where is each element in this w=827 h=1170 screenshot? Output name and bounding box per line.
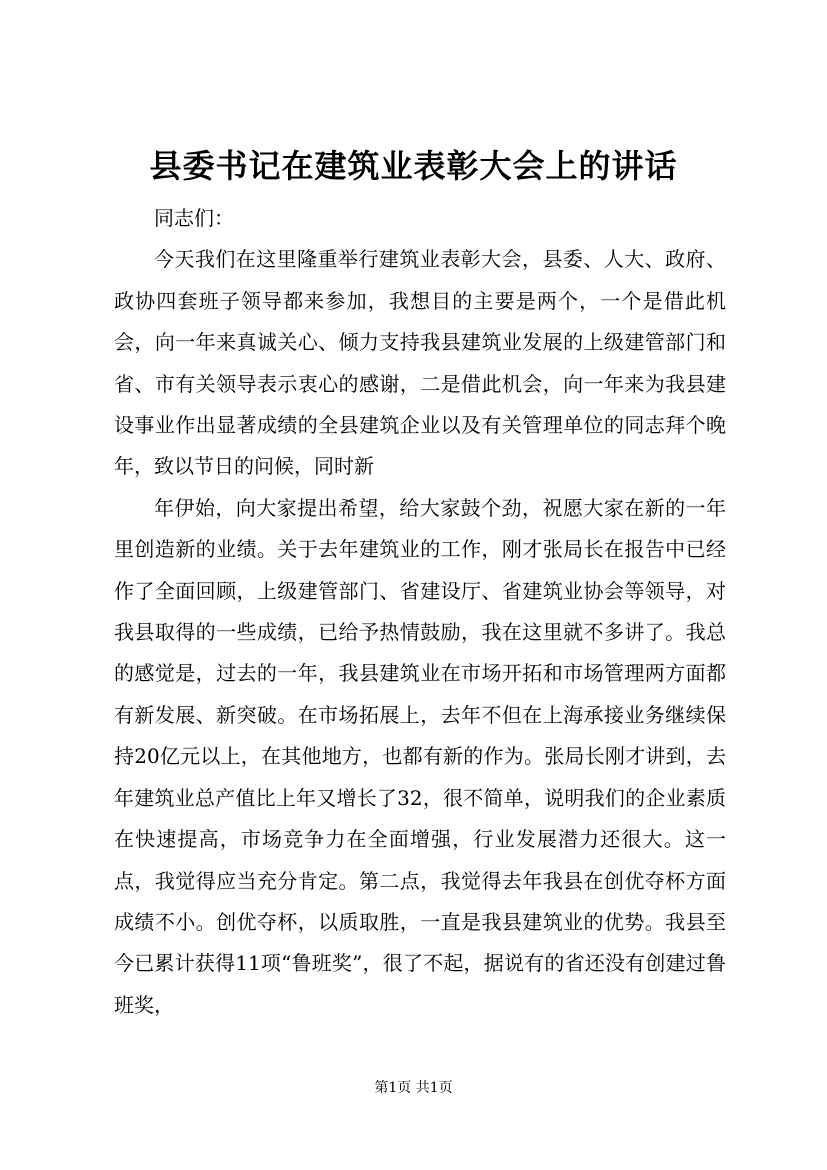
page-footer: 第1页 共1页: [374, 1080, 453, 1096]
paragraph-1: 今天我们在这里隆重举行建筑业表彰大会，县委、人大、政府、政协四套班子领导都来参加，我想目的主要是两个，一个是借此机会，向一年来真诚关心、倾力支持我县建筑业发展的上级建管部门和省、市有关领导表示衷心的感谢，二是借此机会，向一年来为我县建设事业作出显著成绩的全县建筑企业以及有关管理单位的同志拜个晚年，致以节日的问候，同时新: [114, 247, 726, 479]
document-title: 县委书记在建筑业表彰大会上的讲话: [149, 147, 678, 185]
document-body: [114, 198, 726, 1026]
paragraph-2: 年伊始，向大家提出希望，给大家鼓个劲，祝愿大家在新的一年里创造新的业绩。关于去年建筑业的工作，刚才张局长在报告中已经作了全面回顾，上级建管部门、省建设厅、省建筑业协会等领导，对我县取得的一些成绩，已给予热情鼓励，我在这里就不多讲了。我总的感觉是，过去的一年，我县建筑业在市场开拓和市场管理两方面都有新发展、新突破。在市场拓展上，去年不但在上海承接业务继续保持20亿元以上，在其他地方，也都有新的作为。张局长刚才讲到，去年建筑业总产值比上年又增长了32，很不简单，说明我们的企业素质在快速提高，市场竞争力在全面增强，行业发展潜力还很大。这一点，我觉得应当充分肯定。第二点，我觉得去年我县在创优夺杯方面成绩不小。创优夺杯，以质取胜，一直是我县建筑业的优势。我县至今已累计获得11项“鲁班奖”，很了不起，据说有的省还没有创建过鲁班奖，: [114, 495, 726, 1017]
salutation: 同志们：: [154, 206, 234, 230]
